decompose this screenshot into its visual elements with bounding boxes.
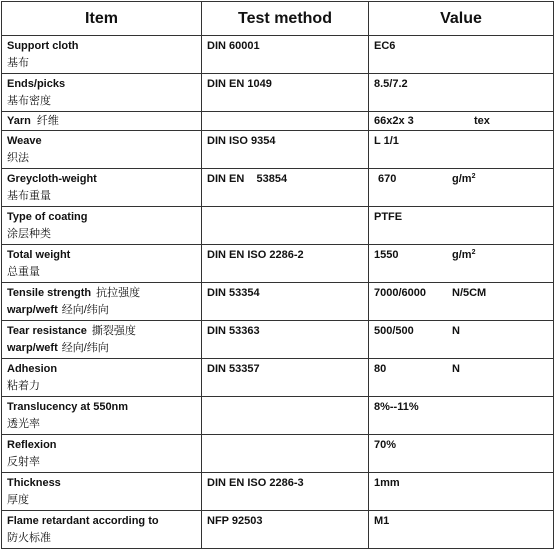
value-cell (369, 36, 554, 74)
value-text: 1550 (374, 249, 399, 261)
value-cell (369, 207, 554, 245)
item-name: Total weight (7, 249, 71, 261)
item-name-cn: 抗拉强度 (96, 287, 141, 299)
item-name-cn: 透光率 (7, 418, 40, 430)
table-row (2, 283, 554, 321)
method-cell (202, 207, 369, 245)
item-name: Support cloth (7, 40, 79, 52)
specification-table (1, 1, 554, 549)
table-row (2, 245, 554, 283)
table-row (2, 511, 554, 549)
value-cell (369, 511, 554, 549)
item-subname: warp/weft (7, 304, 58, 316)
unit-superscript: 2 (471, 173, 476, 180)
item-cell (2, 321, 202, 359)
method-cell: DIN 60001 (202, 36, 369, 74)
item-name: Translucency at 550nm (7, 401, 129, 413)
item-cell (2, 36, 202, 74)
item-name-cn: 防火标准 (7, 532, 51, 544)
value-cell (369, 435, 554, 473)
item-name: Tear resistance (7, 325, 87, 337)
value-text: 8.5/7.2 (374, 78, 408, 90)
method-cell: DIN 53354 (202, 283, 369, 321)
item-cell (2, 435, 202, 473)
item-cell (2, 74, 202, 112)
item-name: Greycloth-weight (7, 173, 97, 185)
item-name-cn: 反射率 (7, 456, 40, 468)
value-cell (369, 74, 554, 112)
value-cell (369, 131, 554, 169)
value-cell (369, 473, 554, 511)
item-subname-cn: 经向/纬向 (61, 304, 109, 316)
value-text: L 1/1 (374, 135, 399, 147)
unit-superscript: 2 (471, 249, 476, 256)
value-text: 7000/6000 (374, 287, 426, 299)
value-cell (369, 283, 554, 321)
value-cell (369, 169, 554, 207)
method-cell: DIN EN 1049 (202, 74, 369, 112)
value-cell (369, 112, 554, 131)
item-cell (2, 245, 202, 283)
item-subname-cn: 经向/纬向 (61, 342, 109, 354)
item-name: Flame retardant according to (7, 515, 159, 527)
table-row (2, 36, 554, 74)
method-cell: DIN 53357 (202, 359, 369, 397)
item-cell (2, 131, 202, 169)
table-row (2, 397, 554, 435)
item-name-cn: 基布密度 (7, 95, 51, 107)
table-row (2, 169, 554, 207)
value-text: PTFE (374, 211, 403, 223)
method-cell: DIN EN 53854 (202, 169, 369, 207)
item-cell (2, 283, 202, 321)
table-row (2, 473, 554, 511)
value-text: 80 (374, 363, 387, 375)
value-text: M1 (374, 515, 390, 527)
method-cell (202, 112, 369, 131)
item-name-cn: 基布 (7, 57, 29, 69)
value-text: 500/500 (374, 325, 414, 337)
item-name-cn: 总重量 (7, 266, 40, 278)
item-cell (2, 511, 202, 549)
item-cell (2, 112, 202, 131)
item-name: Ends/picks (7, 78, 66, 90)
item-subname: warp/weft (7, 342, 58, 354)
item-name: Adhesion (7, 363, 58, 375)
item-name-cn: 基布重量 (7, 190, 51, 202)
item-name: Thickness (7, 477, 61, 489)
value-cell (369, 321, 554, 359)
value-cell (369, 397, 554, 435)
value-cell (369, 359, 554, 397)
value-unit: N (452, 363, 460, 375)
item-name-cn: 涂层种类 (7, 228, 51, 240)
value-unit: N/5CM (452, 287, 487, 299)
value-unit: N (452, 325, 460, 337)
header-row (2, 2, 554, 36)
method-cell: DIN EN ISO 2286-3 (202, 473, 369, 511)
item-cell (2, 207, 202, 245)
method-cell (202, 397, 369, 435)
item-name-cn: 厚度 (7, 494, 29, 506)
method-cell: DIN 53363 (202, 321, 369, 359)
value-cell (369, 245, 554, 283)
item-name: Tensile strength (7, 287, 92, 299)
value-text: 8%--11% (374, 401, 419, 413)
method-cell (202, 435, 369, 473)
header-item: Item (2, 2, 202, 36)
table-row (2, 112, 554, 131)
table-row (2, 207, 554, 245)
item-name-cn: 织法 (7, 152, 29, 164)
value-text: EC6 (374, 40, 396, 52)
table-row (2, 359, 554, 397)
item-name: Yarn (7, 115, 31, 127)
method-cell: DIN ISO 9354 (202, 131, 369, 169)
value-text: 1mm (374, 477, 400, 489)
table-row (2, 74, 554, 112)
value-text: 70% (374, 439, 397, 451)
value-unit: g/m (452, 173, 472, 185)
item-name-cn: 粘着力 (7, 380, 40, 392)
item-name-cn: 撕裂强度 (91, 325, 136, 337)
method-cell: NFP 92503 (202, 511, 369, 549)
table-row (2, 321, 554, 359)
value-text: 66x2x 3 (374, 115, 414, 127)
value-text: 670 (378, 173, 397, 185)
item-name: Type of coating (7, 211, 88, 223)
value-unit: tex (474, 115, 490, 127)
item-cell (2, 473, 202, 511)
item-name-cn: 纤维 (36, 115, 59, 127)
header-test-method: Test method (202, 2, 369, 36)
item-cell (2, 359, 202, 397)
value-unit: g/m (452, 249, 472, 261)
item-cell (2, 169, 202, 207)
header-value: Value (369, 2, 554, 36)
item-name: Weave (7, 135, 42, 147)
table-row (2, 131, 554, 169)
item-name: Reflexion (7, 439, 57, 451)
item-cell (2, 397, 202, 435)
table-row (2, 435, 554, 473)
method-cell: DIN EN ISO 2286-2 (202, 245, 369, 283)
